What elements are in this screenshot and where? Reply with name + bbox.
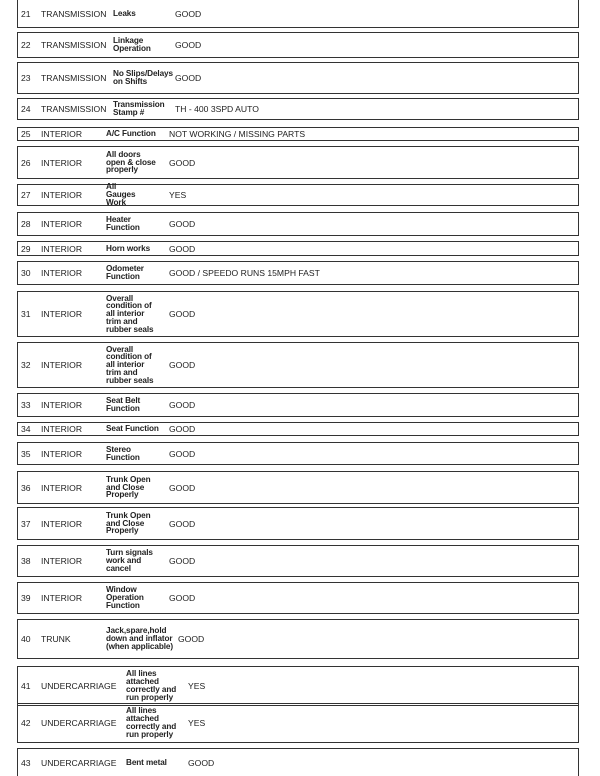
- row-number: 25: [21, 129, 31, 139]
- row-category: INTERIOR: [41, 593, 83, 603]
- table-row: [17, 393, 579, 417]
- row-item: A/C Function: [106, 129, 156, 139]
- row-category: TRUNK: [41, 634, 71, 644]
- row-item: All lines attached correctly and run properly: [126, 669, 177, 702]
- table-row: [17, 619, 579, 659]
- table-row: [17, 342, 579, 388]
- row-value: GOOD: [169, 309, 196, 319]
- row-item: Trunk Open and Close Properly: [106, 474, 151, 500]
- row-item: Transmission Stamp #: [113, 100, 165, 117]
- row-value: YES: [188, 718, 206, 728]
- row-value: GOOD: [169, 448, 196, 459]
- row-item: Window Operation Function: [106, 585, 144, 610]
- row-number: 23: [21, 73, 31, 83]
- row-value: GOOD: [169, 360, 196, 370]
- row-number: 36: [21, 482, 31, 493]
- row-number: 32: [21, 360, 31, 370]
- row-item: Leaks: [113, 8, 136, 18]
- table-row: [17, 241, 579, 256]
- row-value: GOOD: [178, 634, 205, 644]
- row-number: 33: [21, 400, 31, 410]
- row-number: 41: [21, 681, 31, 691]
- row-number: 22: [21, 40, 31, 50]
- row-value: GOOD: [175, 73, 202, 83]
- row-value: GOOD: [169, 518, 196, 529]
- row-number: 35: [21, 448, 31, 459]
- row-category: UNDERCARRIAGE: [41, 718, 117, 728]
- row-category: TRANSMISSION: [41, 40, 107, 50]
- row-value: GOOD: [169, 556, 196, 566]
- row-number: 42: [21, 718, 31, 728]
- row-item: All doors open & close properly: [106, 149, 156, 175]
- row-category: INTERIOR: [41, 556, 83, 566]
- row-value: GOOD: [169, 424, 196, 434]
- row-item: All lines attached correctly and run properly: [126, 706, 177, 739]
- table-row: [17, 748, 579, 776]
- row-item: Trunk Open and Close Properly: [106, 510, 151, 536]
- row-item: Horn works: [106, 243, 151, 253]
- table-row: [17, 471, 579, 504]
- row-category: INTERIOR: [41, 400, 83, 410]
- table-row: [17, 666, 579, 706]
- row-item: No Slips/Delays on Shifts: [113, 69, 173, 86]
- row-category: TRANSMISSION: [41, 8, 107, 19]
- row-number: 26: [21, 157, 31, 168]
- table-row: [17, 127, 579, 141]
- table-row: [17, 582, 579, 614]
- table-row: [17, 212, 579, 236]
- row-value: YES: [169, 190, 187, 200]
- row-category: INTERIOR: [41, 424, 83, 434]
- row-value: GOOD / SPEEDO RUNS 15MPH FAST: [169, 268, 320, 278]
- table-row: [17, 703, 579, 743]
- table-row: [17, 261, 579, 285]
- row-item: Odometer Function: [106, 264, 144, 281]
- row-value: GOOD: [169, 157, 196, 168]
- row-value: GOOD: [175, 40, 202, 50]
- row-item: Bent metal: [126, 757, 167, 767]
- row-category: INTERIOR: [41, 518, 83, 529]
- row-category: TRANSMISSION: [41, 104, 107, 114]
- row-item: Linkage Operation: [113, 36, 151, 53]
- row-value: YES: [188, 681, 206, 691]
- row-category: UNDERCARRIAGE: [41, 681, 117, 691]
- table-row: [17, 0, 579, 28]
- row-category: INTERIOR: [41, 219, 83, 229]
- table-row: [17, 442, 579, 465]
- table-row: [17, 98, 579, 120]
- row-value: NOT WORKING / MISSING PARTS: [169, 129, 306, 139]
- row-category: UNDERCARRIAGE: [41, 757, 117, 768]
- row-number: 24: [21, 104, 31, 114]
- row-number: 30: [21, 268, 31, 278]
- row-item: Heater Function: [106, 215, 140, 232]
- row-item: Stereo Function: [106, 444, 140, 462]
- row-value: GOOD: [175, 8, 202, 19]
- row-item: Overall condition of all interior trim and rubber seals: [106, 344, 154, 385]
- row-category: TRANSMISSION: [41, 73, 107, 83]
- row-category: INTERIOR: [41, 448, 83, 459]
- row-item: All Gauges Work: [106, 182, 136, 207]
- table-row: [17, 545, 579, 577]
- row-item: Turn signals work and cancel: [106, 548, 153, 573]
- row-value: TH - 400 3SPD AUTO: [175, 104, 259, 114]
- row-number: 21: [21, 8, 31, 19]
- row-number: 43: [21, 757, 31, 768]
- row-number: 28: [21, 219, 31, 229]
- table-row: [17, 422, 579, 436]
- row-number: 34: [21, 424, 31, 434]
- row-item: Seat Function: [106, 424, 159, 434]
- row-category: INTERIOR: [41, 268, 83, 278]
- row-category: INTERIOR: [41, 190, 83, 200]
- row-item: Jack,spare,hold down and inflator (when applicable): [106, 626, 173, 651]
- row-category: INTERIOR: [41, 129, 83, 139]
- row-number: 27: [21, 190, 31, 200]
- row-number: 37: [21, 518, 31, 529]
- row-value: GOOD: [169, 593, 196, 603]
- row-item: Overall condition of all interior trim and rubber seals: [106, 293, 154, 334]
- row-number: 38: [21, 556, 31, 566]
- table-row: [17, 62, 579, 94]
- table-row: [17, 291, 579, 337]
- row-category: INTERIOR: [41, 243, 83, 254]
- row-number: 39: [21, 593, 31, 603]
- row-category: INTERIOR: [41, 482, 83, 493]
- row-value: GOOD: [188, 757, 215, 768]
- table-row: [17, 146, 579, 179]
- table-row: [17, 507, 579, 540]
- table-row: [17, 184, 579, 206]
- row-value: GOOD: [169, 400, 196, 410]
- table-row: [17, 32, 579, 58]
- row-category: INTERIOR: [41, 157, 83, 168]
- row-category: INTERIOR: [41, 309, 83, 319]
- row-category: INTERIOR: [41, 360, 83, 370]
- row-value: GOOD: [169, 482, 196, 493]
- row-number: 40: [21, 634, 31, 644]
- row-value: GOOD: [169, 243, 196, 254]
- row-value: GOOD: [169, 219, 196, 229]
- row-number: 29: [21, 243, 31, 254]
- row-item: Seat Belt Function: [106, 396, 141, 413]
- row-number: 31: [21, 309, 31, 319]
